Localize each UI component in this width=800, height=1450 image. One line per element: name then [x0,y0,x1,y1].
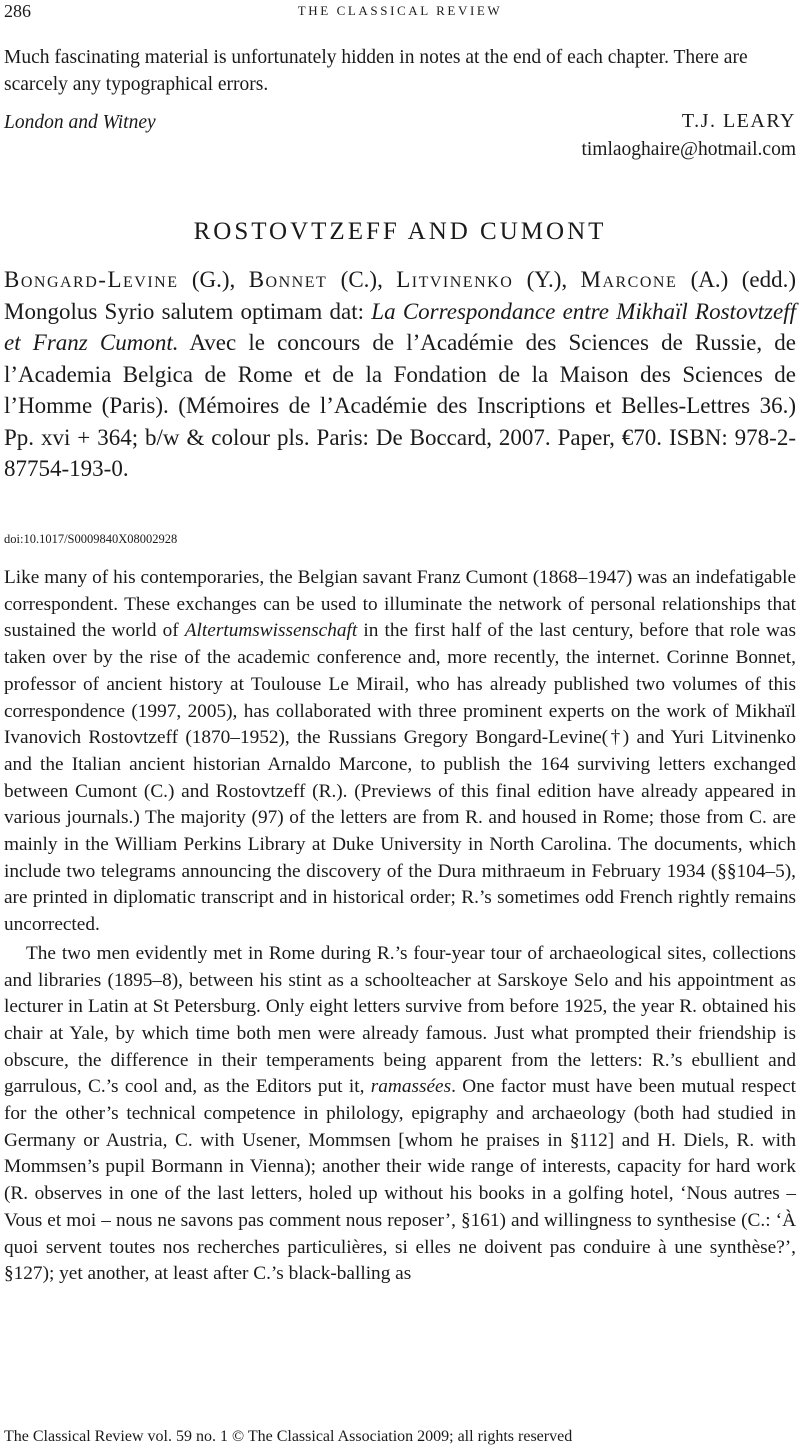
author-surname: Litvinenko [396,267,514,292]
journal-title: THE CLASSICAL REVIEW [297,3,503,18]
author-surname: Marcone [580,267,678,292]
publication-details: Avec le concours de l’Académie des Sciences de Russie, de l’Academia Belgica de Rome et de la Fondation de la Maison des Sciences de l’Homme (Paris). (Mémoires de l’Académie des Inscriptions et Belles-Lettres 36.) Pp. xvi + 364; b/w & colour pls. Paris: De Boccard, 2007. Paper, €70. ISBN: 978-2-87754-193-0. [4,330,796,481]
paragraph [4,941,796,1288]
edd-and-title: (edd.) Mongolus Syrio salutem optimam dat: [4,267,796,324]
paragraph-text: in the first half of the last century, before that role was taken over by the rise of the academic conference and, more recently, the internet. Corinne Bonnet, professor of ancient history at Toulouse Le Mirail, who has already published two volumes of this correspondence (1997, 2005), has collaborated with three prominent experts on the work of Mikhaïl Ivanovich Rostovtzeff (1870–1952), the Russians Gregory Bongard-Levine(†) and Yuri Litvinenko and the Italian ancient historian Arnaldo Marcone, to publish the 164 surviving letters exchanged between Cumont (C.) and Rostovtzeff (R.). (Previews of this final edition have already appeared in various journals.) The majority (97) of the letters are from R. and housed in Rome; those from C. are mainly in the William Perkins Library at Duke University in North Carolina. The documents, which include two telegrams announcing the discovery of the Dura mithraeum in February 1934 (§§104–5), are printed in diplomatic transcript and in historical order; R.’s sometimes odd French rightly remains uncorrected. [4,620,796,936]
author-initial: (Y.), [513,267,581,292]
review-body [4,565,796,1288]
italic-term: Altertumswissenschaft [184,620,358,642]
italic-term: ramassées [370,1076,452,1098]
reviewer-place: London and Witney [4,112,156,133]
reviewer-email[interactable]: timlaoghaire@hotmail.com [581,139,796,160]
paragraph-text: Like many of his contemporaries, the Belgian savant Franz Cumont (1868–1947) was an indefatigable correspondent. These exchanges can be used to illuminate the network of personal relationships that sustained the world of [4,567,796,642]
author-surname: Bonnet [248,267,328,292]
running-header [0,0,800,22]
previous-review-closing-text: Much fascinating material is unfortunately hidden in notes at the end of each chapter. There are scarcely any typographical errors. [4,47,748,95]
bibliographic-entry [4,264,796,485]
author-surname: Bongard-Levine [4,267,179,292]
paragraph-text: The two men evidently met in Rome during R.’s four-year tour of archaeological sites, collections and libraries (1895–8), between his stint as a schoolteacher at Sarskoye Selo and his appointment as lecturer in Latin at St Petersburg. Only eight letters survive from before 1925, the year R. obtained his chair at Yale, by which time both men were already famous. Just what prompted their friendship is obscure, the difference in their temperaments being apparent from the letters: R.’s ebullient and garrulous, C.’s cool and, as the Editors put it, [4,942,796,1098]
author-initial: (C.), [327,267,397,292]
reviewer-name: T.J. LEARY [681,110,796,132]
doi-link[interactable]: doi:10.1017/S0009840X08002928 [4,532,178,546]
copyright-footer: The Classical Review vol. 59 no. 1 © The Classical Association 2009; all rights reserved [4,1428,573,1445]
book-title-italic: La Correspondance entre Mikhaïl Rostovtzeff et Franz Cumont. [4,298,796,355]
page-number: 286 [4,1,31,21]
author-initial: (G.), [178,267,249,292]
review-section-title: ROSTOVTZEFF AND CUMONT [193,218,607,245]
author-initial: (A.) [677,267,742,292]
paragraph [4,565,796,939]
paragraph-text: . One factor must have been mutual respect for the other’s technical competence in philology, epigraphy and archaeology (both had studied in Germany or Austria, C. with Usener, Mommsen [whom he praises in §112] and H. Diels, R. with Mommsen’s pupil Bormann in Vienna); another their wide range of interests, capacity for hard work (R. observes in one of the last letters, holed up without his books in a golfing hotel, ‘Nous autres – Vous et moi – nous ne savons pas comment nous reposer’, §161) and willingness to synthesise (C.: ‘À quoi servent toutes nos recherches particulières, si elles ne doivent pas conduire à une synthèse?’, §127); yet another, at least after C.’s black-balling as [4,1076,796,1285]
